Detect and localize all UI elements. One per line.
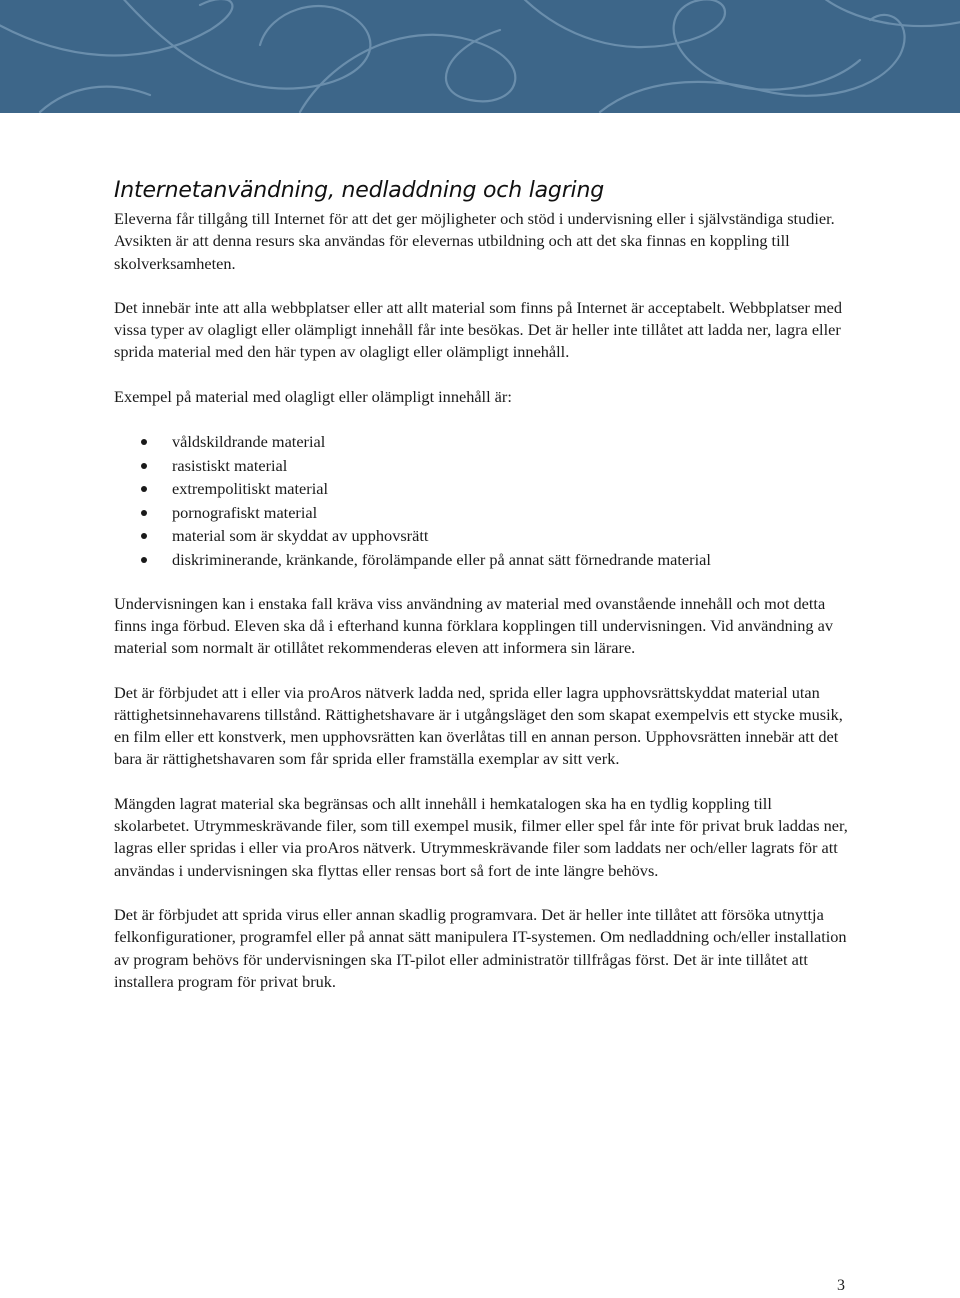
- paragraph-examples-intro: Exempel på material med olagligt eller olämpligt innehåll är:: [114, 386, 512, 406]
- bullet-icon: [141, 533, 147, 539]
- list-item: rasistiskt material: [114, 454, 849, 478]
- list-item: diskriminerande, kränkande, förolämpande eller på annat sätt förnedrande material: [114, 548, 849, 572]
- bullet-icon: [141, 510, 147, 516]
- bullet-icon: [141, 439, 147, 445]
- paragraph-internet-access: Eleverna får tillgång till Internet för att det ger möjligheter och stöd i undervisning eller i självständiga studier. Avsikten är att denna resurs ska användas för elevernas utbildning och att det ska finnas en koppling till skolverksamheten.: [114, 209, 835, 273]
- bullet-icon: [141, 463, 147, 469]
- paragraph-copyright: Det är förbjudet att i eller via proAros nätverk ladda ned, sprida eller lagra upphovsrättskyddat material utan rättighetsinnehavarens tillstånd. Rättighetshavare är i utgångsläget den som skapat exempelvis ett stycke musik, en film eller ett konstverk, men upphovsrätten kan överlåtas till en annan person. Upphovsrätten innebär att det bara är rättighetshavaren som får sprida eller framställa exemplar av sitt verk.: [114, 682, 843, 769]
- bullet-icon: [141, 486, 147, 492]
- list-item: våldskildrande material: [114, 430, 849, 454]
- paragraph-acceptable-use: Det innebär inte att alla webbplatser eller att allt material som finns på Internet är acceptabelt. Webbplatser med vissa typer av olagligt eller olämpligt innehåll får inte besökas. Det är heller inte tillåtet att ladda ner, lagra eller sprida material med den här typen av olagligt eller olämpligt innehåll.: [114, 297, 843, 362]
- paragraph-teaching-exception: Undervisningen kan i enstaka fall kräva viss användning av material med ovanstående innehåll och mot detta finns inga förbud. Eleven ska då i efterhand kunna förklara kopplingen till undervisningen. Vid användning av material som normalt är otillåtet rekommenderas eleven att informera sin lärare.: [114, 593, 833, 658]
- list-item: material som är skyddat av upphovsrätt: [114, 524, 849, 548]
- list-item: pornografiskt material: [114, 501, 849, 525]
- paragraph-malware: Det är förbjudet att sprida virus eller annan skadlig programvara. Det är heller inte tillåtet att försöka utnyttja felkonfigurationer, programfel eller på annat sätt manipulera IT-systemen. Om nedladdning och/eller installation av program behövs för undervisningen ska IT-pilot eller administratör tillfrågas först. Det är inte tillåtet att installera program för privat bruk.: [114, 904, 847, 991]
- prohibited-material-list: [114, 430, 849, 572]
- document-body: [114, 176, 849, 1015]
- header-banner: [0, 0, 960, 113]
- section-heading: Internetanvändning, nedladdning och lagring: [114, 178, 604, 203]
- list-item: extrempolitiskt material: [114, 477, 849, 501]
- bullet-icon: [141, 557, 147, 563]
- decorative-swirl-lines: [0, 0, 960, 113]
- paragraph-storage: Mängden lagrat material ska begränsas och allt innehåll i hemkatalogen ska ha en tydlig koppling till skolarbetet. Utrymmeskrävande filer, som till exempel musik, filmer eller spel får inte för privat bruk laddas ner, lagras eller spridas i eller via proAros nätverk. Utrymmeskrävande filer som laddats ner och/eller lagrats för att användas i undervisningen ska flyttas eller rensas bort så fort de inte längre behövs.: [114, 793, 848, 880]
- page-number: 3: [837, 1277, 845, 1294]
